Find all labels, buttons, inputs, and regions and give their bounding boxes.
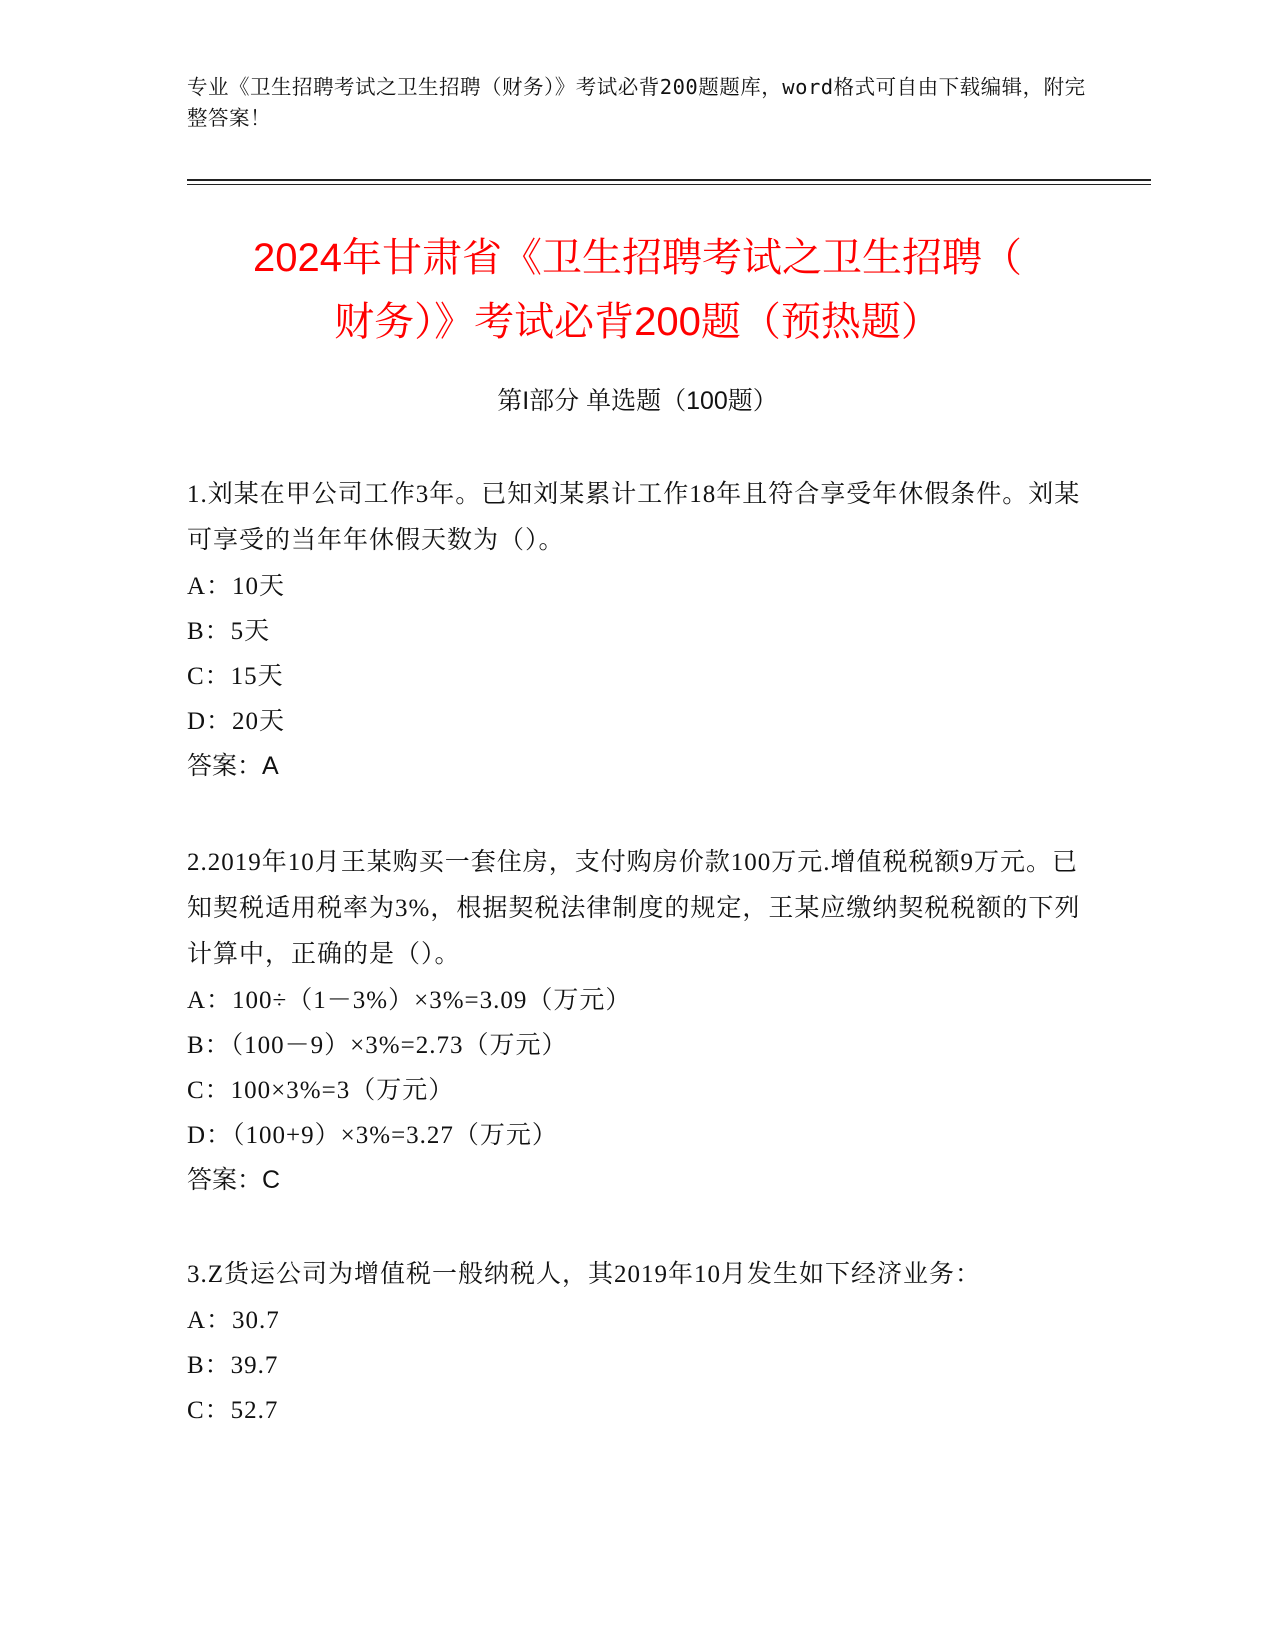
question-2 [187, 840, 1087, 1203]
question-3 [187, 1252, 1087, 1433]
question-stem: 2.2019年10月王某购买一套住房，支付购房价款100万元.增值税税额9万元。已知契税适用税率为3%，根据契税法律制度的规定，王某应缴纳契税税额的下列计算中，正确的是（）。 [187, 849, 1081, 968]
answer-line: 答案：A [187, 752, 279, 780]
document-title-line-1: 2024年甘肃省《卫生招聘考试之卫生招聘（ [253, 236, 1022, 280]
document-title [150, 226, 1125, 354]
option-d: D：20天 [187, 708, 286, 735]
option-b: B：5天 [187, 618, 271, 645]
option-a: A：100÷（1－3%）×3%=3.09（万元） [187, 987, 632, 1014]
answer-line: 答案：C [187, 1166, 281, 1194]
option-c: C：100×3%=3（万元） [187, 1077, 455, 1104]
question-stem: 3.Z货运公司为增值税一般纳税人，其2019年10月发生如下经济业务： [187, 1261, 982, 1288]
option-a: A：30.7 [187, 1307, 280, 1334]
option-a: A：10天 [187, 573, 286, 600]
option-b: B：39.7 [187, 1352, 279, 1379]
option-b: B：（100－9）×3%=2.73（万元） [187, 1032, 568, 1059]
section-heading: 第I部分 单选题（100题） [497, 387, 778, 415]
header-note: 专业《卫生招聘考试之卫生招聘（财务）》考试必背200题题库，word格式可自由下载编辑，附完整答案！ [187, 75, 1086, 130]
question-stem: 1.刘某在甲公司工作3年。已知刘某累计工作18年且符合享受年休假条件。刘某可享受的当年年休假天数为（）。 [187, 481, 1081, 554]
question-1 [187, 472, 1087, 789]
option-d: D：（100+9）×3%=3.27（万元） [187, 1122, 558, 1149]
document-title-line-2: 财务）》考试必背200题（预热题） [334, 300, 941, 344]
header-divider-thin [187, 184, 1151, 185]
option-c: C：15天 [187, 663, 284, 690]
header-divider [187, 179, 1151, 181]
option-c: C：52.7 [187, 1397, 279, 1424]
